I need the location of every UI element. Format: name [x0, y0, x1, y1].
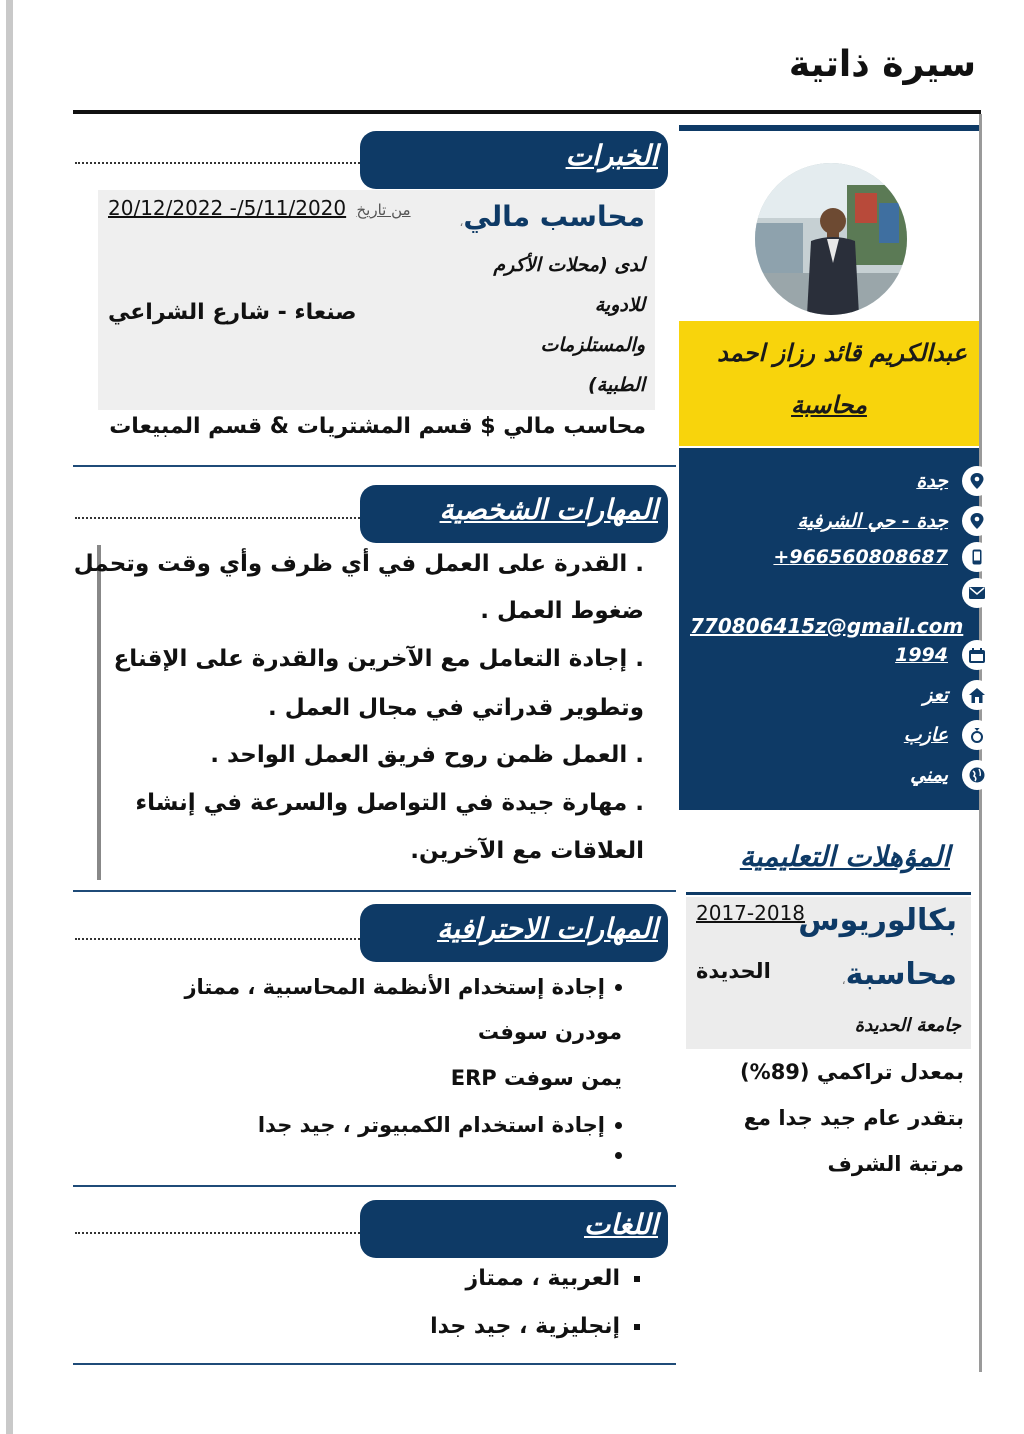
phone-number[interactable]: 966560808687+	[773, 546, 948, 568]
university: جامعة الحديدة	[854, 1015, 961, 1036]
experience-location: صنعاء - شارع الشراعي	[108, 300, 357, 325]
language-item: العربية ، ممتاز	[466, 1266, 640, 1291]
company-line: الطبية)	[588, 374, 645, 396]
mobile-phone-icon	[962, 542, 992, 572]
experience-dates: 20/12/2022 -/5/11/2020 من تاريخ	[108, 196, 411, 220]
section-dotted-line	[75, 1232, 360, 1234]
personal-skills-heading	[360, 485, 668, 543]
personal-skill-line: وتطوير قدراتي في مجال العمل .	[267, 695, 644, 721]
job-title: محاسبة	[791, 391, 867, 419]
section-divider	[73, 1363, 676, 1365]
contact-text: تعز	[923, 684, 948, 706]
contact-text: عازب	[903, 724, 948, 746]
contact-email-icon-row	[948, 578, 992, 608]
bullet	[615, 1152, 622, 1159]
education-years: 2017-2018	[696, 901, 806, 925]
section-dotted-line	[75, 162, 360, 164]
document-title: سيرة ذاتية	[788, 44, 976, 85]
contact-marital-status	[904, 720, 992, 750]
home-icon	[962, 680, 992, 710]
professional-skill-item	[605, 1152, 622, 1159]
bullet	[615, 984, 622, 991]
page-edge	[6, 0, 13, 1434]
section-title: الخبرات	[565, 139, 658, 172]
section-title: المهارات الاحترافية	[437, 912, 658, 945]
personal-skill-line: . العمل ظمن روح فريق العمل الواحد .	[210, 742, 644, 768]
section-divider	[73, 465, 676, 467]
professional-skill-item: إجادة إستخدام الأنظمة المحاسبية ، ممتاز	[184, 975, 622, 999]
company-line: للادوية	[594, 294, 645, 316]
title-divider	[73, 110, 981, 114]
bullet	[634, 1276, 640, 1282]
section-divider	[73, 890, 676, 892]
professional-skills-heading	[360, 904, 668, 962]
contact-address	[798, 506, 993, 536]
section-divider	[73, 1185, 676, 1187]
professional-skill-item: إجادة استخدام الكمبيوتر ، جيد جدا	[258, 1113, 622, 1137]
education-gpa: بمعدل تراكمي (89%)	[740, 1060, 964, 1084]
location-pin-icon	[962, 466, 992, 496]
bullet	[634, 1324, 640, 1330]
contact-birth-year	[895, 640, 992, 670]
education-grade: بتقدر عام جيد جدا مع	[743, 1106, 964, 1130]
section-dotted-line	[75, 938, 360, 940]
contact-text: جدة	[916, 470, 948, 492]
section-dotted-line	[75, 517, 360, 519]
language-item: إنجليزية ، جيد جدا	[430, 1314, 640, 1339]
section-title: المهارات الشخصية	[439, 493, 658, 526]
personal-skill-line: . إجادة التعامل مع الآخرين والقدرة على الإقناع	[113, 646, 644, 672]
location-pin-icon	[962, 506, 992, 536]
personal-skill-line: . مهارة جيدة في التواصل والسرعة في إنشاء	[135, 790, 644, 816]
degree: بكالوريوس	[798, 903, 957, 938]
sidebar-top-bar	[679, 125, 979, 131]
company-line: لدى (محلات الأكرم	[493, 254, 645, 276]
contact-city	[916, 466, 992, 496]
experience-heading	[360, 131, 668, 189]
profile-photo	[755, 163, 907, 315]
experience-role: محاسب مالي $ قسم المشتريات & قسم المبيعات	[109, 414, 646, 439]
experience-entry	[98, 190, 655, 410]
experience-job: محاسب مالي،	[459, 200, 645, 233]
contact-text: 1994	[895, 644, 948, 666]
contact-phone	[773, 542, 992, 572]
major: محاسبة،	[841, 957, 957, 992]
email-link[interactable]: 770806415z@gmail.com	[690, 614, 964, 638]
section-title: اللغات	[584, 1208, 658, 1241]
rings-icon	[962, 720, 992, 750]
education-honors: مرتبة الشرف	[827, 1152, 964, 1176]
professional-skill-subitem: يمن سوفت ERP	[450, 1066, 622, 1090]
education-city: الحديدة	[696, 959, 771, 983]
name-card	[679, 321, 979, 446]
globe-icon	[962, 760, 992, 790]
professional-skill-subitem: مودرن سوفت	[477, 1020, 622, 1044]
bullet	[615, 1122, 622, 1129]
education-heading: المؤهلات التعليمية	[739, 840, 950, 873]
personal-skill-line: . القدرة على العمل في أي ظرف وأي وقت وتحمل	[73, 551, 644, 577]
calendar-icon	[962, 640, 992, 670]
contact-text: جدة - حي الشرفية	[797, 510, 948, 532]
company-line: والمستلزمات	[540, 334, 645, 356]
languages-heading	[360, 1200, 668, 1258]
envelope-icon	[962, 578, 992, 608]
contact-nationality	[910, 760, 992, 790]
personal-skills-bar	[97, 545, 101, 880]
education-entry	[686, 897, 971, 1049]
personal-skill-line: العلاقات مع الآخرين.	[410, 838, 644, 864]
education-divider	[686, 892, 971, 895]
contact-text: يمني	[910, 764, 948, 786]
personal-skill-line: ضغوط العمل .	[480, 598, 644, 624]
full-name: عبدالكريم قائد رزاز احمد	[717, 339, 967, 367]
contact-hometown	[923, 680, 992, 710]
